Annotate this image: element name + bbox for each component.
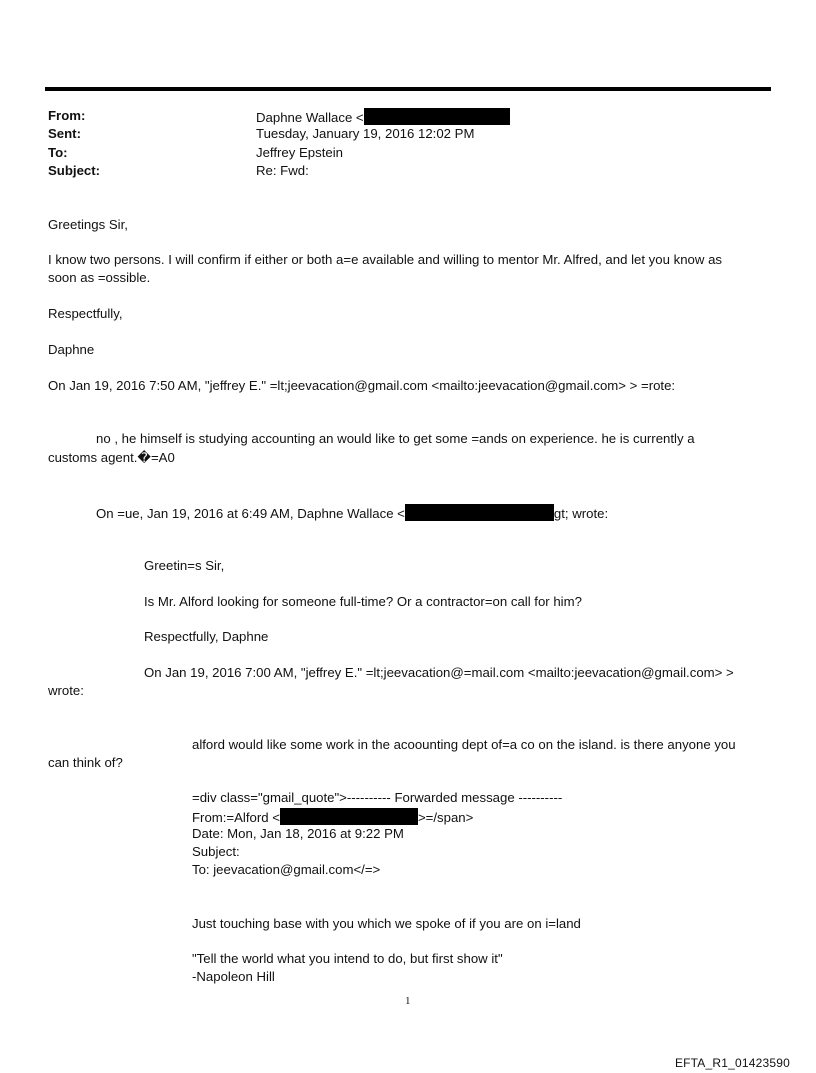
quote2-header	[96, 504, 608, 521]
document-id: EFTA_R1_01423590	[674, 1056, 790, 1070]
quote1-header: On Jan 19, 2016 7:50 AM, "jeffrey E." =lt;jeevacation@gmail.com <mailto:jeevacation@gmail.com> > =rote:	[48, 378, 676, 393]
redaction-box	[280, 808, 418, 825]
quote1-line1: no , he himself is studying accounting an would like to get some =ands on experience. he is currently a	[96, 431, 695, 446]
forwarded-from	[192, 808, 473, 825]
page-number: 1	[405, 995, 411, 1007]
subject-value: Re: Fwd:	[256, 163, 309, 178]
forwarded-divider: =div class="gmail_quote">---------- Forwarded message ----------	[192, 790, 563, 805]
redaction-box	[405, 504, 554, 521]
to-label: To:	[48, 145, 68, 160]
forwarded-to: To: jeevacation@gmail.com</=>	[192, 862, 381, 877]
from-value	[256, 108, 510, 125]
quote2-header-a: On =ue, Jan 19, 2016 at 6:49 AM, Daphne Wallace <	[96, 506, 405, 521]
sent-value: Tuesday, January 19, 2016 12:02 PM	[256, 126, 475, 141]
forwarded-attribution: -Napoleon Hill	[192, 969, 275, 984]
quote3-line1: alford would like some work in the acoounting dept of=a co on the island. is there anyone you	[192, 737, 736, 752]
header-divider	[45, 87, 771, 91]
greeting: Greetings Sir,	[48, 217, 128, 232]
forwarded-from-b: >=/span>	[417, 810, 474, 825]
forwarded-quote: "Tell the world what you intend to do, but first show it"	[192, 951, 503, 966]
forwarded-date: Date: Mon, Jan 18, 2016 at 9:22 PM	[192, 826, 404, 841]
to-value: Jeffrey Epstein	[256, 145, 343, 160]
from-label: From:	[48, 108, 86, 123]
quote2-closing: Respectfully, Daphne	[144, 629, 269, 644]
para1-line2: soon as =ossible.	[48, 270, 151, 285]
signature: Daphne	[48, 342, 95, 357]
quote3-header-wrap: wrote:	[48, 683, 84, 698]
quote3-header: On Jan 19, 2016 7:00 AM, "jeffrey E." =lt;jeevacation@=mail.com <mailto:jeevacation@gmail.com> >	[144, 665, 734, 680]
sent-label: Sent:	[48, 126, 81, 141]
forwarded-subject: Subject:	[192, 844, 240, 859]
forwarded-body: Just touching base with you which we spoke of if you are on i=land	[192, 916, 581, 931]
quote3-line2: can think of?	[48, 755, 123, 770]
subject-label: Subject:	[48, 163, 101, 178]
closing: Respectfully,	[48, 306, 123, 321]
redaction-box	[364, 108, 510, 125]
from-name: Daphne Wallace <	[256, 110, 364, 125]
quote2-greeting: Greetin=s Sir,	[144, 558, 225, 573]
quote2-question: Is Mr. Alford looking for someone full-time? Or a contractor=on call for him?	[144, 594, 582, 609]
forwarded-from-a: From:=Alford <	[192, 810, 280, 825]
quote2-header-b: gt; wrote:	[553, 506, 609, 521]
para1-line1: I know two persons. I will confirm if either or both a=e available and willing to mentor Mr. Alfred, and let you know as	[48, 252, 722, 267]
quote1-line2: customs agent.�=A0	[48, 450, 175, 465]
